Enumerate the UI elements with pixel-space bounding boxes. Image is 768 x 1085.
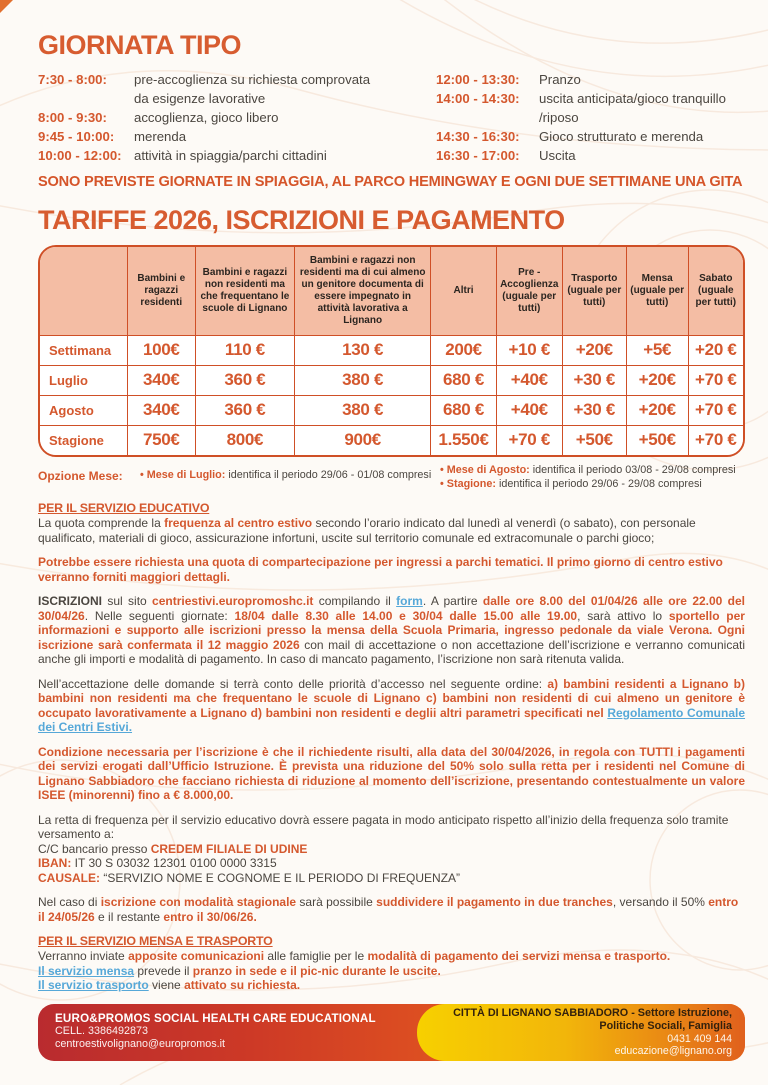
schedule-time: 16:30 - 17:00: xyxy=(436,148,520,163)
table-header-row xyxy=(40,247,743,335)
option-name: • Stagione: xyxy=(440,478,496,490)
schedule-desc: merenda xyxy=(134,129,187,144)
text-link[interactable]: Regolamento Comunale dei Centri Estivi. xyxy=(38,705,746,735)
paragraph-iscrizioni xyxy=(38,594,745,667)
line-cc-bancario xyxy=(38,842,745,857)
price-cell: +70 € xyxy=(688,425,743,455)
schedule-item xyxy=(38,127,430,146)
section-title-tariffe: TARIFFE 2026, ISCRIZIONI E PAGAMENTO xyxy=(38,205,565,235)
text-segment: entro il 24/05/26 xyxy=(38,895,739,924)
line-iban xyxy=(38,856,745,871)
tariffe-table xyxy=(38,245,745,457)
month-options xyxy=(38,464,745,490)
text-segment: iscrizione con modalità stagionale xyxy=(100,895,297,910)
schedule-desc: attività in spiaggia/parchi cittadini xyxy=(134,148,327,163)
row-label: Agosto xyxy=(40,395,127,425)
price-cell: +50€ xyxy=(562,425,626,455)
text-segment: Verranno inviate xyxy=(38,949,129,964)
price-cell: +20€ xyxy=(626,365,688,395)
price-cell: 340€ xyxy=(127,395,195,425)
row-label: Luglio xyxy=(40,365,127,395)
text-segment: , versando il 50% xyxy=(612,895,709,910)
section-title-servizio-educativo: PER IL SERVIZIO EDUCATIVO xyxy=(38,501,210,515)
price-cell: +70 € xyxy=(688,365,743,395)
table-header-cell: Mensa (uguale per tutti) xyxy=(626,247,688,335)
table-header-cell xyxy=(40,247,127,335)
footer-comune xyxy=(417,1004,745,1061)
price-cell: +30 € xyxy=(562,365,626,395)
footer-phone: CELL. 3386492873 xyxy=(55,1025,149,1037)
price-cell: +40€ xyxy=(496,365,562,395)
table-header-cell: Bambini e ragazzi non residenti ma che frequentano le scuole di Lignano xyxy=(195,247,294,335)
footer-europromos xyxy=(55,1012,376,1051)
text-segment: attivato su richiesta. xyxy=(184,978,301,993)
price-cell: +5€ xyxy=(626,335,688,365)
price-cell: +20€ xyxy=(626,395,688,425)
schedule-desc: accoglienza, gioco libero xyxy=(134,110,279,125)
corner-accent xyxy=(0,0,13,13)
schedule-time: 10:00 - 12:00: xyxy=(38,148,122,163)
text-segment: modalità di pagamento dei servizi mensa e trasporto. xyxy=(367,949,671,964)
schedule-column-right xyxy=(436,70,745,165)
table-header-cell: Sabato (uguale per tutti) xyxy=(688,247,743,335)
schedule-desc: Pranzo xyxy=(539,72,581,87)
schedule-item xyxy=(38,146,430,165)
text-segment: CAUSALE: xyxy=(38,870,100,885)
table-row-agosto xyxy=(40,395,743,425)
text-link[interactable]: Il servizio mensa xyxy=(38,963,135,978)
text-segment: e il restante xyxy=(94,909,164,924)
text-segment: Condizione necessaria per l’iscrizione è che il richiedente risulti, alla data del 30/04/2026, in regola con TUTTI i pagamenti dei servizi erogati dall’Ufficio Istruzione. È prevista una riduzione del 50% solo sulla retta per i residenti nel Comune di Lignano Sabbiadoro che facciano richiesta di riduzione al momento dell’iscrizione, presentando contestualmente un valore ISEE (minorenni) fino a € 8.000,00. xyxy=(38,744,745,803)
option-desc: identifica il periodo 29/06 - 01/08 compresi xyxy=(225,469,432,481)
row-label: Stagione xyxy=(40,425,127,455)
daily-schedule xyxy=(38,70,745,165)
schedule-desc: Gioco strutturato e merenda xyxy=(539,129,704,144)
text-segment: dalle ore 8.00 del 01/04/26 alle ore 22.00 del 30/04/26 xyxy=(38,594,746,623)
price-cell: 340€ xyxy=(127,365,195,395)
text-segment: a) bambini residenti a Lignano b) bambini non residenti ma che frequentano le scuole di Lignano c) bambini non residenti di cui almeno un genitore è occupato lavorativamente a Lignano d) bambini non residenti e deglii altri parametri specificati nel xyxy=(38,676,746,720)
paragraph-condizione xyxy=(38,745,745,803)
price-cell: 750€ xyxy=(127,425,195,455)
price-cell: 130 € xyxy=(294,335,430,365)
text-segment: C/C bancario presso xyxy=(38,841,151,856)
price-cell: +70 € xyxy=(496,425,562,455)
price-cell: 680 € xyxy=(431,395,496,425)
price-cell: +50€ xyxy=(626,425,688,455)
price-cell: 680 € xyxy=(431,365,496,395)
line-comunicazioni xyxy=(38,949,745,964)
text-segment: CREDEM FILIALE DI UDINE xyxy=(150,841,308,856)
text-segment: “SERVIZIO NOME E COGNOME E IL PERIODO DI FREQUENZA” xyxy=(100,870,461,885)
footer-bar xyxy=(38,1004,745,1061)
text-segment: sarà possibile xyxy=(296,895,377,910)
schedule-time: 14:30 - 16:30: xyxy=(436,129,520,144)
schedule-desc: Uscita xyxy=(539,148,576,163)
price-cell: 200€ xyxy=(431,335,496,365)
table-header-cell: Bambini e ragazzi residenti xyxy=(127,247,195,335)
option-name: • Mese di Luglio: xyxy=(140,469,226,481)
price-cell: 800€ xyxy=(195,425,294,455)
text-segment: compilando il xyxy=(313,594,397,609)
table-row-settimana xyxy=(40,335,743,365)
price-cell: 110 € xyxy=(195,335,294,365)
schedule-desc: uscita anticipata/gioco tranquillo /riposo xyxy=(539,91,726,125)
text-segment: apposite comunicazioni xyxy=(128,949,265,964)
text-segment: pranzo in sede e il pic-nic durante le uscite. xyxy=(192,963,441,978)
text-segment: La quota comprende la xyxy=(38,516,165,530)
footer-org-name: EURO&PROMOS SOCIAL HEALTH CARE EDUCATIONAL xyxy=(55,1012,376,1025)
paragraph-tranches xyxy=(38,895,745,924)
schedule-time: 12:00 - 13:30: xyxy=(436,72,520,87)
text-segment: Nell’accettazione delle domande si terrà conto delle priorità d’accesso nel seguente ordine: xyxy=(38,676,548,691)
text-segment: suddividere il pagamento in due tranches xyxy=(376,895,613,910)
schedule-desc: pre-accoglienza su richiesta comprovata da esigenze lavorative xyxy=(134,72,371,106)
text-link[interactable]: Il servizio trasporto xyxy=(38,978,149,993)
price-cell: +20 € xyxy=(688,335,743,365)
body-text xyxy=(38,501,745,993)
schedule-time: 9:45 - 10:00: xyxy=(38,129,115,144)
text-segment: . A partire xyxy=(422,594,483,609)
table-row-luglio xyxy=(40,365,743,395)
text-segment: alle famiglie per le xyxy=(264,949,368,964)
price-cell: 360 € xyxy=(195,365,294,395)
footer-city-line2: Politiche Sociali, Famiglia xyxy=(599,1019,732,1032)
text-segment: secondo l’orario indicato dal lunedì al venerdì (o sabato), con personale qualificato, materiali di gioco, assicurazione infortuni, uscite sul territorio comunale ed extracomunale o parchi gioco; xyxy=(38,516,696,545)
option-stagione xyxy=(440,478,736,490)
price-cell: 380 € xyxy=(294,395,430,425)
text-segment: sul sito xyxy=(102,594,153,609)
text-segment: 18/04 dalle 8.30 alle 14.00 e 30/04 dalle 15.00 alle 19.00 xyxy=(234,608,578,623)
price-cell: +30 € xyxy=(562,395,626,425)
text-segment: prevede il xyxy=(134,963,193,978)
price-cell: +70 € xyxy=(688,395,743,425)
paragraph-compartecipazione xyxy=(38,555,745,584)
schedule-item xyxy=(436,146,745,165)
option-name: • Mese di Agosto: xyxy=(440,464,530,476)
table-row-stagione xyxy=(40,425,743,455)
text-segment: Nel caso di xyxy=(38,895,101,910)
text-segment: ISCRIZIONI xyxy=(38,594,103,609)
option-desc: identifica il periodo 29/06 - 29/08 compresi xyxy=(495,478,702,490)
table-header-cell: Altri xyxy=(431,247,496,335)
schedule-item xyxy=(436,70,745,89)
option-luglio xyxy=(140,464,440,481)
text-segment: , sarà attivo lo xyxy=(577,608,669,623)
text-segment: IBAN: xyxy=(38,856,72,871)
paragraph-priorita xyxy=(38,677,745,735)
text-segment: viene xyxy=(148,978,185,993)
table-header-cell: Pre - Accoglienza (uguale per tutti) xyxy=(496,247,562,335)
text-segment: sportello per informazioni e supporto alle iscrizioni presso la mensa della Scuola Primaria, ingresso pedonale da viale Verona. Ogni iscrizione sarà confermata il 12 maggio 2026 xyxy=(38,608,745,652)
text-segment: con mail di accettazione o non accettazione dell’iscrizione e verranno comunicati anche gli importi e modalità di pagamento. In caso di mancato pagamento, l’iscrizione non sarà ritenuta valida. xyxy=(38,637,745,667)
price-cell: +10 € xyxy=(496,335,562,365)
price-cell: 360 € xyxy=(195,395,294,425)
text-segment: entro il 30/06/26. xyxy=(163,909,257,924)
schedule-item xyxy=(436,127,745,146)
schedule-item xyxy=(436,89,745,127)
section-title-giornata-tipo: GIORNATA TIPO xyxy=(38,30,241,60)
footer-city-phone: 0431 409 144 xyxy=(667,1032,732,1045)
month-options-label: Opzione Mese: xyxy=(38,469,123,483)
option-agosto xyxy=(440,464,736,476)
footer-city-email: educazione@lignano.org xyxy=(614,1045,732,1058)
price-cell: +40€ xyxy=(496,395,562,425)
line-servizio-trasporto xyxy=(38,978,745,993)
text-segment: . Nelle seguenti giornate: xyxy=(84,608,235,623)
schedule-time: 7:30 - 8:00: xyxy=(38,72,107,87)
table-header-cell: Trasporto (uguale per tutti) xyxy=(562,247,626,335)
price-cell: 380 € xyxy=(294,365,430,395)
text-segment: centriestivi.europromoshc.it xyxy=(152,594,314,609)
text-segment: La retta di frequenza per il servizio educativo dovrà essere pagata in modo anticipato rispetto all’inizio della frequenza solo tramite versamento a: xyxy=(38,812,729,842)
paragraph-quota xyxy=(38,516,745,545)
price-cell: 1.550€ xyxy=(431,425,496,455)
text-link[interactable]: form xyxy=(396,594,423,609)
month-options-right xyxy=(440,464,736,490)
schedule-time: 8:00 - 9:30: xyxy=(38,110,107,125)
price-cell: +20€ xyxy=(562,335,626,365)
line-causale xyxy=(38,871,745,886)
row-label: Settimana xyxy=(40,335,127,365)
schedule-item xyxy=(38,108,430,127)
beach-days-banner: SONO PREVISTE GIORNATE IN SPIAGGIA, AL PARCO HEMINGWAY E OGNI DUE SETTIMANE UNA GITA xyxy=(38,174,743,190)
footer-city-line1: CITTÀ DI LIGNANO SABBIADORO - Settore Istruzione, xyxy=(453,1006,732,1019)
line-servizio-mensa xyxy=(38,964,745,979)
text-segment: IT 30 S 03032 12301 0100 0000 3315 xyxy=(71,856,277,871)
option-desc: identifica il periodo 03/08 - 29/08 compresi xyxy=(529,464,736,476)
table-header-cell: Bambini e ragazzi non residenti ma di cui almeno un genitore documenta di essere impegnato in attività lavorativa a Lignano xyxy=(294,247,430,335)
text-segment: Potrebbe essere richiesta una quota di compartecipazione per ingressi a parchi tematici. Il primo giorno di centro estivo verranno forniti maggiori dettagli. xyxy=(38,555,723,584)
text-segment: frequenza al centro estivo xyxy=(164,516,313,530)
footer-email: centroestivolignano@europromos.it xyxy=(55,1038,226,1051)
price-cell: 100€ xyxy=(127,335,195,365)
schedule-item xyxy=(38,70,430,108)
section-title-mensa-trasporto: PER IL SERVIZIO MENSA E TRASPORTO xyxy=(38,934,273,949)
price-cell: 900€ xyxy=(294,425,430,455)
schedule-column-left xyxy=(38,70,430,165)
paragraph-retta xyxy=(38,813,745,842)
schedule-time: 14:00 - 14:30: xyxy=(436,91,520,106)
